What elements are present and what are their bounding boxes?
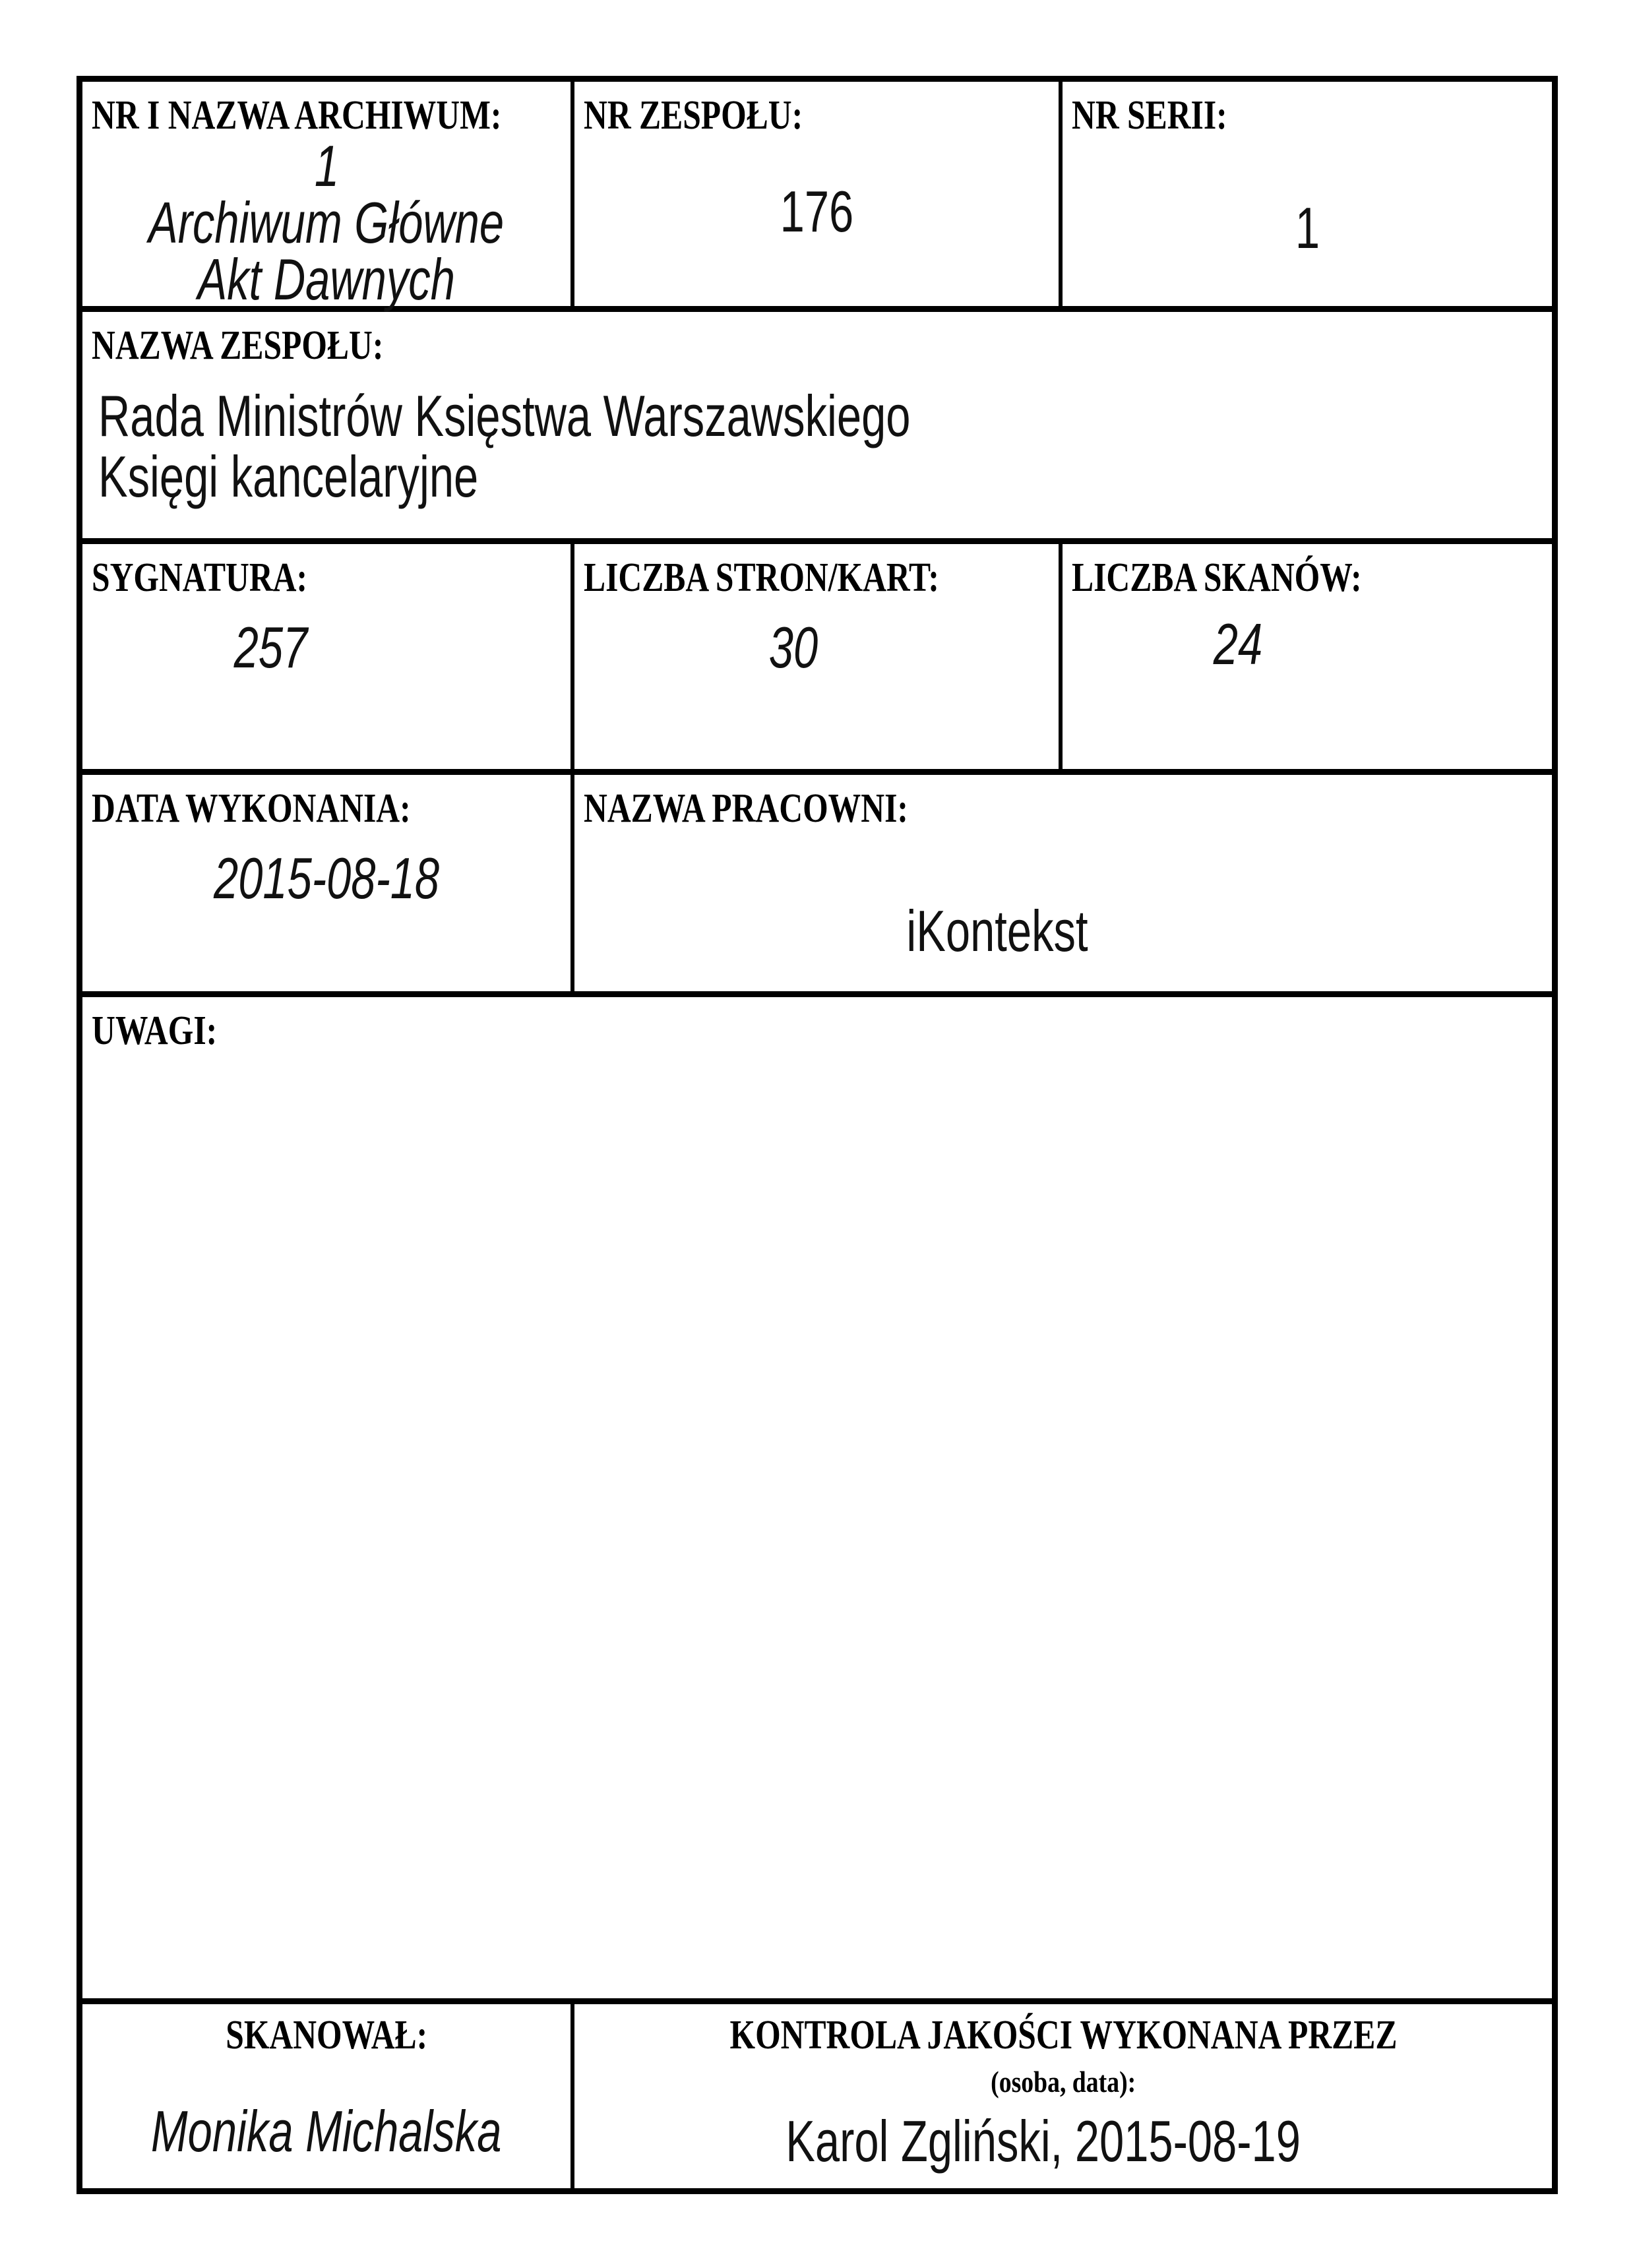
row-archive-identifiers (82, 82, 1552, 312)
row-remarks (82, 991, 1552, 1998)
quality-control-label-line (574, 2004, 1552, 2056)
fonds-name-value-line1: Rada Ministrów Księstwa Warszawskiego (98, 383, 911, 448)
signature-line (82, 615, 571, 680)
archive-number-line (82, 133, 571, 199)
cell-remarks (82, 997, 1552, 1998)
row-signature-counts (82, 538, 1552, 769)
scanned-by-label-line (82, 2004, 571, 2056)
scans-count-label-line (1063, 544, 1552, 598)
cell-fonds-name (82, 312, 1552, 538)
cell-scan-date (82, 775, 571, 991)
row-fonds-name (82, 306, 1552, 538)
scan-date-value: 2015-08-18 (213, 845, 440, 911)
fonds-name-value-line2: Księgi kancelaryjne (98, 444, 479, 509)
fonds-name-line-1 (82, 383, 1552, 448)
fonds-number-label: NR ZESPOŁU: (584, 93, 803, 138)
row-date-studio (82, 769, 1552, 991)
quality-control-value: Karol Zgliński, 2015-08-19 (786, 2108, 1301, 2174)
cell-pages-count (571, 544, 1059, 769)
pages-count-label-line (574, 544, 1059, 598)
archive-name-line-2 (82, 247, 571, 312)
series-number-value: 1 (1295, 195, 1320, 261)
fonds-name-line-2 (82, 444, 1552, 509)
cell-scans-count (1059, 544, 1552, 769)
scan-date-line (82, 845, 571, 911)
remarks-label-line (82, 997, 1552, 1051)
archive-name-line-1 (82, 190, 571, 255)
series-number-line (1063, 195, 1552, 261)
fonds-number-label-line (574, 82, 1059, 136)
cell-fonds-number (571, 82, 1059, 306)
cell-scanned-by (82, 2004, 571, 2188)
archive-number-name-label: NR I NAZWA ARCHIWUM: (92, 93, 502, 138)
scan-date-label: DATA WYKONANIA: (92, 786, 411, 831)
scanned-by-line (82, 2099, 571, 2164)
archive-name-line1: Archiwum Główne (148, 190, 505, 255)
scan-date-label-line (82, 775, 571, 829)
quality-control-sublabel-line (574, 2066, 1552, 2099)
cell-studio-name (571, 775, 1552, 991)
studio-name-label-line (574, 775, 1552, 829)
series-number-label-line (1063, 82, 1552, 136)
signature-value: 257 (233, 615, 307, 680)
scanned-by-value: Monika Michalska (151, 2099, 502, 2164)
cell-signature (82, 544, 571, 769)
studio-name-value: iKontekst (906, 898, 1088, 964)
quality-control-line (574, 2108, 1552, 2174)
scans-count-value: 24 (1213, 611, 1263, 677)
cell-series-number (1059, 82, 1552, 306)
pages-count-value: 30 (768, 615, 818, 680)
signature-label-line (82, 544, 571, 598)
quality-control-label: KONTROLA JAKOŚCI WYKONANA PRZEZ (729, 2013, 1397, 2058)
archive-number-name-label-line (82, 82, 571, 136)
fonds-name-label: NAZWA ZESPOŁU: (92, 323, 384, 368)
archive-name-line2: Akt Dawnych (197, 247, 456, 312)
scans-count-line (1063, 611, 1552, 677)
row-signoff (82, 1998, 1552, 2188)
cell-archive-number-name (82, 82, 571, 312)
studio-name-label: NAZWA PRACOWNI: (584, 786, 908, 831)
scans-count-label: LICZBA SKANÓW: (1072, 555, 1362, 600)
fonds-name-label-line (82, 312, 1552, 366)
archive-form-table (77, 76, 1558, 2194)
pages-count-label: LICZBA STRON/KART: (584, 555, 939, 600)
series-number-label: NR SERII: (1072, 93, 1227, 138)
archive-number-value: 1 (314, 133, 339, 199)
studio-name-line (574, 898, 1552, 964)
remarks-label: UWAGI: (92, 1008, 218, 1053)
scanned-by-label: SKANOWAŁ: (226, 2013, 427, 2058)
fonds-number-value: 176 (780, 179, 853, 244)
fonds-number-line (574, 179, 1059, 244)
signature-label: SYGNATURA: (92, 555, 308, 600)
cell-quality-control (571, 2004, 1552, 2188)
pages-count-line (574, 615, 1059, 680)
quality-control-sublabel: (osoba, data): (990, 2065, 1136, 2099)
